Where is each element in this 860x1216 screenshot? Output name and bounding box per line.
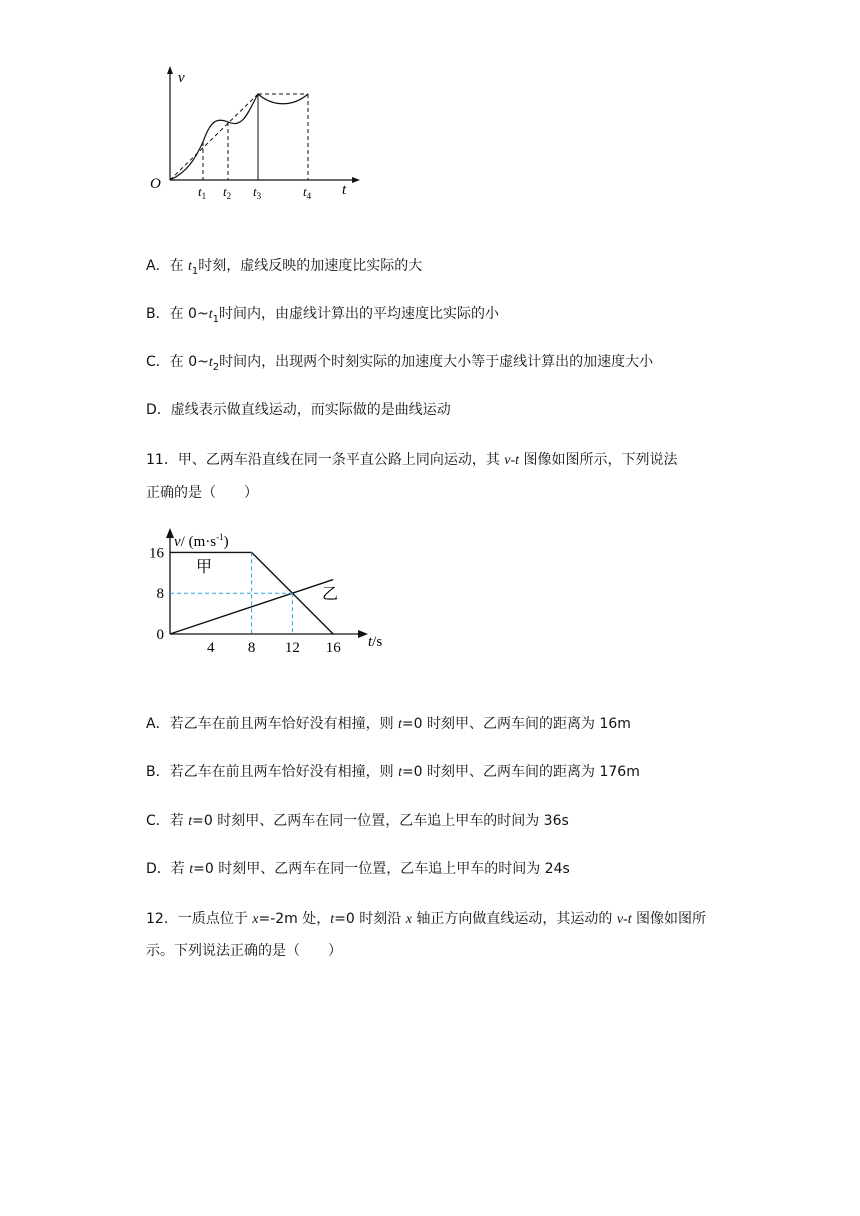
q11-stem-line2: 正确的是（ ） xyxy=(146,485,258,501)
v-axis-label: v xyxy=(178,70,185,86)
q11-option-a: A．若乙车在前且两车恰好没有相撞，则 t=0 时刻甲、乙两车间的距离为 16m xyxy=(146,716,631,732)
actual-curve xyxy=(170,94,308,180)
t3-label: $t_3$ xyxy=(253,184,262,201)
q11-option-d: D．若 t=0 时刻甲、乙两车在同一位置，乙车追上甲车的时间为 24s xyxy=(146,861,570,877)
origin-label: O xyxy=(150,176,161,192)
series-label-yi: 乙 xyxy=(322,584,339,603)
q10-option-c: C．在 $0\sim t_2$时间内，出现两个时刻实际的加速度大小等于虚线计算出的加速度大小 xyxy=(146,354,654,373)
t2-label: $t_2$ xyxy=(223,184,232,201)
x-tick-8: 8 xyxy=(247,640,256,656)
x-tick-12: 12 xyxy=(284,640,300,656)
q10-option-b: B．在 $0\sim t_1$时间内，由虚线计算出的平均速度比实际的小 xyxy=(146,306,499,325)
x-tick-16: 16 xyxy=(325,640,341,656)
v-axis-arrow xyxy=(167,66,173,74)
y-axis-label: v/ $(m\cdot s^{-1})$ xyxy=(174,532,229,550)
y-tick-16: 16 xyxy=(149,545,164,562)
q11-vt-chart xyxy=(144,528,394,658)
y-tick-8: 8 xyxy=(156,586,164,603)
q10-option-d: D．虚线表示做直线运动，而实际做的是曲线运动 xyxy=(146,402,451,418)
dashed-line xyxy=(170,94,258,180)
series-label-jia: 甲 xyxy=(196,557,213,576)
x-axis-label: t/s xyxy=(368,634,383,650)
q10-option-a: A．在 $t_1$时刻，虚线反映的加速度比实际的大 xyxy=(146,258,423,277)
t-axis-arrow xyxy=(352,177,360,183)
x-axis-arrow xyxy=(358,630,368,638)
x-tick-4: 4 xyxy=(207,640,215,656)
q12-stem-line1: 12．一质点位于 x=-2m 处，t=0 时刻沿 x 轴正方向做直线运动，其运动的 v-t 图像如图所 xyxy=(146,911,707,927)
q12-stem-line2: 示。下列说法正确的是（ ） xyxy=(146,943,342,959)
y-tick-0: 0 xyxy=(156,627,164,643)
figure-vt-sketch xyxy=(148,62,368,202)
t-axis-label: t xyxy=(342,182,347,198)
t1-label: $t_1$ xyxy=(198,184,207,201)
q11-option-b: B．若乙车在前且两车恰好没有相撞，则 t=0 时刻甲、乙两车间的距离为 176m xyxy=(146,764,640,780)
q11-option-c: C．若 t=0 时刻甲、乙两车在同一位置，乙车追上甲车的时间为 36s xyxy=(146,813,569,829)
q11-stem-line1: 11．甲、乙两车沿直线在同一条平直公路上同向运动，其 v-t 图像如图所示，下列说法 xyxy=(146,452,678,468)
t4-label: $t_4$ xyxy=(303,184,312,201)
y-axis-arrow xyxy=(166,528,174,538)
